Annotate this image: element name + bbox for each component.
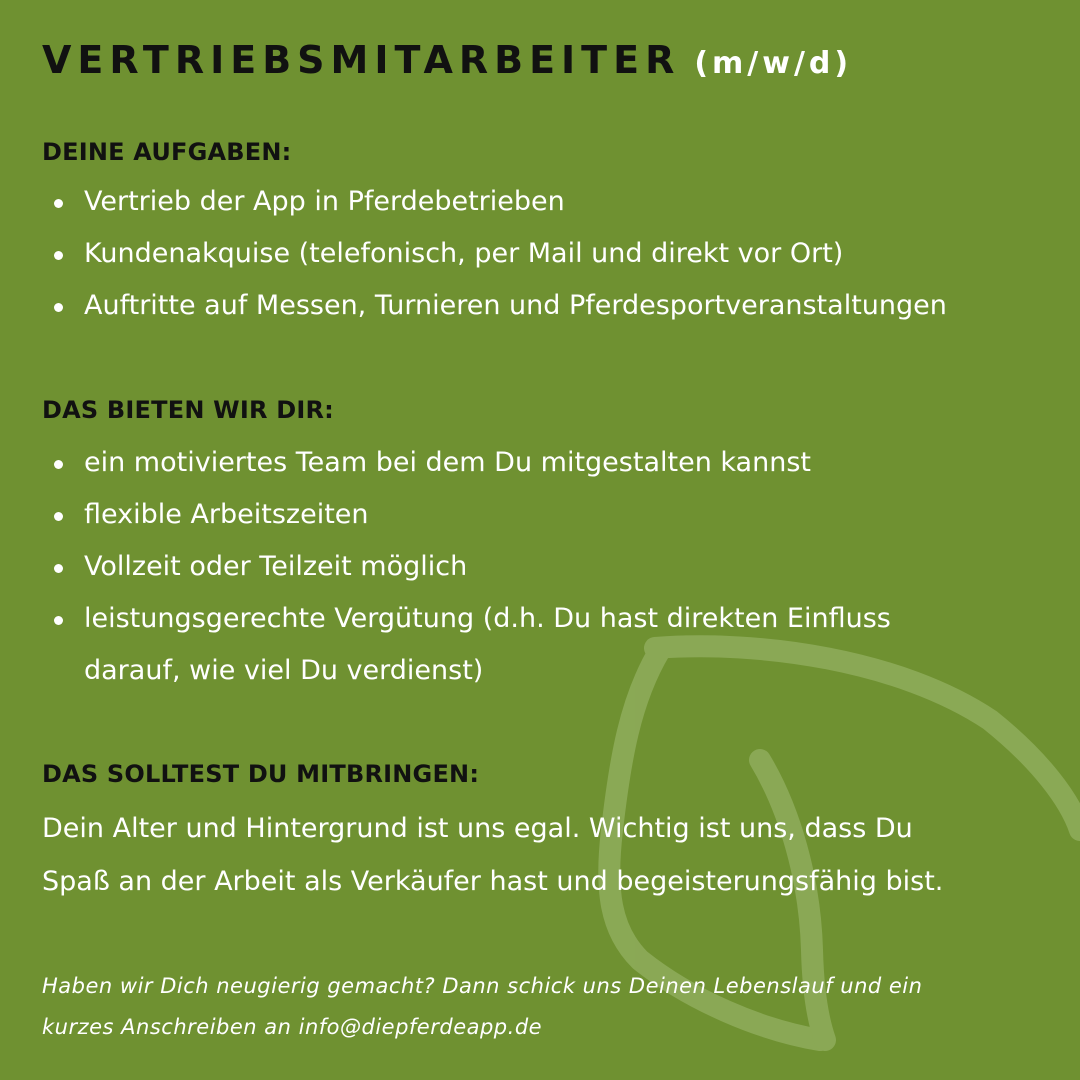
list-item: ein motiviertes Team bei dem Du mitgestalten kannst [42, 437, 891, 489]
list-item: Vollzeit oder Teilzeit möglich [42, 541, 891, 593]
paragraph-line: Dein Alter und Hintergrund ist uns egal. Wichtig ist uns, dass Du [42, 813, 913, 844]
job-title [42, 38, 852, 82]
bieten-list [42, 437, 891, 697]
list-item: Auftritte auf Messen, Turnieren und Pferdesportveranstaltungen [42, 280, 947, 332]
footer-line: kurzes Anschreiben an info@diepferdeapp.de [42, 1015, 543, 1039]
section-heading-mitbringen: DAS SOLLTEST DU MITBRINGEN: [42, 760, 480, 788]
list-item: leistungsgerechte Vergütung (d.h. Du hast direkten Einfluss [42, 593, 891, 645]
list-item: Kundenakquise (telefonisch, per Mail und direkt vor Ort) [42, 228, 947, 280]
list-item: Vertrieb der App in Pferdebetrieben [42, 176, 947, 228]
aufgaben-list [42, 176, 947, 332]
list-item: flexible Arbeitszeiten [42, 489, 891, 541]
job-title-gender-suffix: (m/w/d) [694, 46, 853, 81]
paragraph-line: Spaß an der Arbeit als Verkäufer hast und begeisterungsfähig bist. [42, 866, 944, 897]
list-item-continuation: darauf, wie viel Du verdienst) [84, 655, 484, 686]
call-to-action-footer [42, 966, 1032, 1048]
mitbringen-paragraph [42, 802, 943, 908]
job-title-main: VERTRIEBSMITARBEITER [42, 38, 681, 82]
footer-line: Haben wir Dich neugierig gemacht? Dann schick uns Deinen Lebenslauf und ein [42, 974, 923, 998]
section-heading-aufgaben: DEINE AUFGABEN: [42, 138, 292, 166]
section-heading-bieten: DAS BIETEN WIR DIR: [42, 396, 334, 424]
